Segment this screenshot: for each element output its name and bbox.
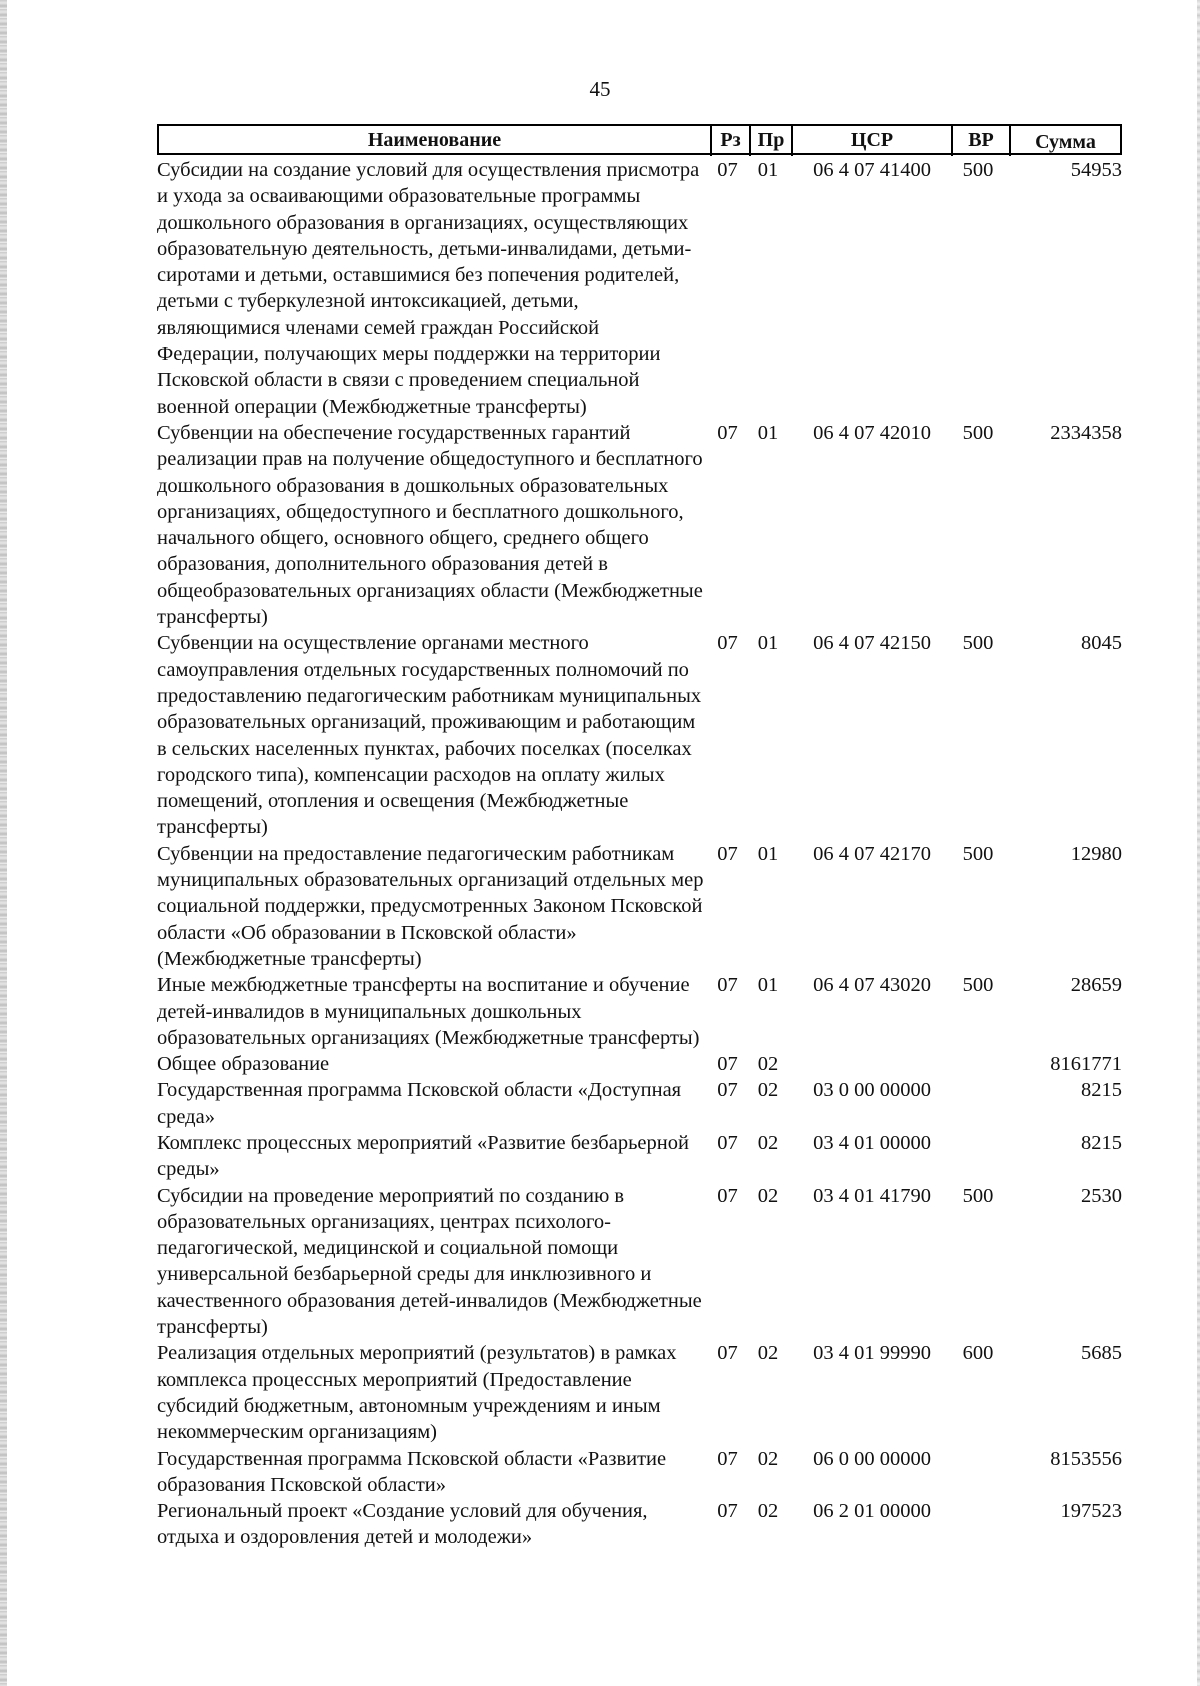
table-row: [157, 157, 1122, 420]
page-number: 45: [589, 77, 611, 101]
row-pr: 02: [757, 1184, 779, 1207]
row-csr: 03 4 01 41790: [813, 1184, 931, 1207]
table-row: [157, 1498, 1122, 1551]
row-csr: 06 0 00 00000: [813, 1447, 931, 1470]
row-csr: 06 4 07 42170: [813, 842, 931, 865]
row-name: Субсидии на создание условий для осуществления присмотра и ухода за осваивающими образовательные программы дошкольного образования в организациях, осуществляющих образовательную деятельность, детьми-инвалидами, детьми-сиротами и детьми, оставшимися без попечения родителей, детьми с туберкулезной интоксикацией, детьми, являющимися членами семей граждан Российской Федерации, получающих меры поддержки на территории Псковской области в связи с проведением специальной военной операции (Межбюджетные трансферты): [157, 159, 700, 418]
table-header: [157, 124, 1122, 155]
row-pr: 02: [757, 1500, 779, 1523]
row-name: Субвенции на обеспечение государственных гарантий реализации прав на получение общедоступного и бесплатного дошкольного образования в дошкольных образовательных организациях, общедоступного и бесплатного дошкольного, начального общего, основного общего, среднего общего образования, дополнительного образования детей в общеобразовательных организациях области (Межбюджетные трансферты): [157, 421, 703, 629]
row-sum: 8153556: [1050, 1447, 1122, 1470]
row-sum: 2334358: [1050, 421, 1122, 444]
scan-edge-left: [0, 0, 7, 1686]
table-row: [157, 1183, 1122, 1341]
row-rz: 07: [717, 159, 738, 181]
row-pr: 01: [757, 159, 779, 181]
row-vr: 500: [962, 1184, 994, 1207]
row-pr: 02: [757, 1342, 779, 1365]
row-rz: 07: [717, 974, 738, 997]
table-row: [157, 1340, 1122, 1445]
row-rz: 07: [717, 421, 738, 444]
row-vr: 500: [962, 421, 994, 444]
row-sum: 5685: [1081, 1342, 1122, 1365]
row-rz: 07: [717, 1500, 738, 1523]
row-rz: 07: [717, 1342, 738, 1365]
row-sum: 8161771: [1050, 1053, 1122, 1076]
row-name: Региональный проект «Создание условий для обучения, отдыха и оздоровления детей и молодежи»: [157, 1500, 648, 1549]
table-row: [157, 1051, 1122, 1077]
header-sum: Сумма: [1009, 126, 1120, 156]
row-csr: 06 4 07 42010: [813, 421, 931, 444]
table-row: [157, 1077, 1122, 1130]
header-csr: ЦСР: [791, 126, 951, 156]
row-rz: 07: [717, 1447, 738, 1470]
row-sum: 8215: [1081, 1079, 1122, 1102]
row-sum: 8045: [1081, 632, 1122, 655]
row-rz: 07: [717, 1053, 738, 1076]
row-name: Субвенции на предоставление педагогическим работникам муниципальных образовательных организаций отдельных мер социальной поддержки, предусмотренных Законом Псковской области «Об образовании в Псковской области» (Межбюджетные трансферты): [157, 842, 704, 970]
table-body: [157, 157, 1122, 1551]
row-pr: 02: [757, 1447, 779, 1470]
row-vr: 500: [962, 974, 994, 997]
row-csr: 06 4 07 42150: [813, 632, 931, 655]
row-csr: 06 4 07 41400: [813, 159, 931, 181]
row-csr: 06 4 07 43020: [813, 974, 931, 997]
row-name: Субвенции на осуществление органами местного самоуправления отдельных государственных полномочий по предоставлению педагогическим работникам муниципальных образовательных организаций, проживающим и работающим в сельских населенных пунктах, рабочих поселках (поселках городского типа), компенсации расходов на оплату жилых помещений, отопления и освещения (Межбюджетные трансферты): [157, 632, 702, 839]
row-csr: 06 2 01 00000: [813, 1500, 931, 1523]
row-vr: 500: [962, 632, 994, 655]
row-pr: 02: [757, 1053, 779, 1076]
row-vr: [949, 1077, 1007, 1130]
header-pr: Пр: [749, 126, 791, 156]
row-rz: 07: [717, 1131, 738, 1154]
row-csr: 03 0 00 00000: [813, 1079, 931, 1102]
header-vr: ВР: [951, 126, 1009, 156]
row-vr: 600: [962, 1342, 994, 1365]
row-pr: 02: [757, 1131, 779, 1154]
table-row: [157, 420, 1122, 630]
row-vr: [949, 1130, 1007, 1183]
row-sum: 54953: [1070, 159, 1122, 181]
row-sum: 12980: [1070, 842, 1122, 865]
row-sum: 197523: [1060, 1500, 1122, 1523]
row-csr: 03 4 01 99990: [813, 1342, 931, 1365]
row-rz: 07: [717, 632, 738, 655]
row-csr: [789, 1051, 949, 1077]
row-rz: 07: [717, 842, 738, 865]
row-name: Иные межбюджетные трансферты на воспитание и обучение детей-инвалидов в муниципальных дошкольных образовательных организациях (Межбюджетные трансферты): [157, 974, 700, 1049]
row-name: Реализация отдельных мероприятий (результатов) в рамках комплекса процессных мероприятий (Предоставление субсидий бюджетным, автономным учреждениям и иным некоммерческим организациям): [157, 1342, 677, 1444]
row-pr: 01: [757, 421, 779, 444]
row-csr: 03 4 01 00000: [813, 1131, 931, 1154]
row-vr: 500: [962, 159, 994, 181]
table-row: [157, 841, 1122, 972]
row-vr: [949, 1446, 1007, 1499]
table-row: [157, 972, 1122, 1051]
row-name: Государственная программа Псковской области «Доступная среда»: [157, 1079, 682, 1128]
row-rz: 07: [717, 1184, 738, 1207]
row-name: Государственная программа Псковской области «Развитие образования Псковской области»: [157, 1447, 667, 1496]
table-row: [157, 630, 1122, 840]
row-vr: 500: [962, 842, 994, 865]
row-rz: 07: [717, 1079, 738, 1102]
row-pr: 02: [757, 1079, 779, 1102]
row-pr: 01: [757, 842, 779, 865]
row-name: Субсидии на проведение мероприятий по созданию в образовательных организациях, центрах психолого-педагогической, медицинской и социальной помощи универсальной безбарьерной среды для инклюзивного и качественного образования детей-инвалидов (Межбюджетные трансферты): [157, 1184, 702, 1339]
table-row: [157, 1446, 1122, 1499]
row-name: Комплекс процессных мероприятий «Развитие безбарьерной среды»: [157, 1131, 689, 1181]
row-name: Общее образование: [157, 1053, 330, 1076]
row-sum: 28659: [1070, 974, 1122, 997]
header-rz: Рз: [710, 126, 749, 156]
row-pr: 01: [757, 632, 779, 655]
row-pr: 01: [757, 974, 779, 997]
header-name: Наименование: [367, 129, 502, 151]
row-vr: [949, 1051, 1007, 1077]
row-sum: 2530: [1081, 1184, 1122, 1207]
row-sum: 8215: [1081, 1131, 1122, 1154]
row-vr: [949, 1498, 1007, 1551]
table-row: [157, 1130, 1122, 1183]
